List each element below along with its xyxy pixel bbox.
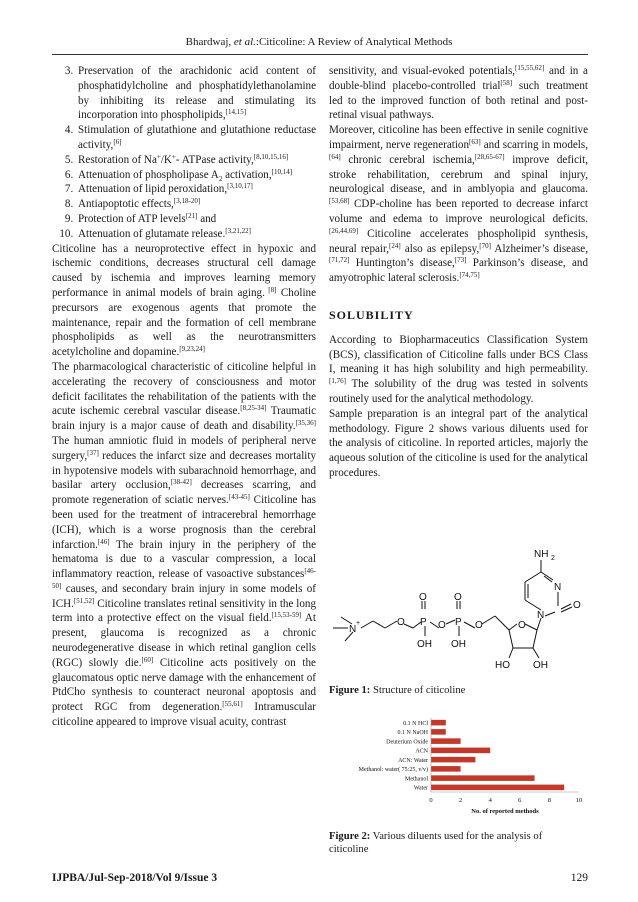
bar <box>431 766 461 772</box>
header-title: :Citicoline: A Review of Analytical Methods <box>255 36 453 48</box>
structure-label: 2 <box>551 555 555 562</box>
paragraph: The pharmacological characteristic of citicoline helpful in accelerating the recovery of consciousness and motor deficit facilitates the rehabilitation of the patients with the acute ischemic cerebral vascular disease.[8,25-34] Traumatic brain injury is a major cause of death and disability.[35,36] The human amniotic fluid in models of peripheral nerve surgery,[37] reduces the infarct size and decreases mortality in hypotensive models with subarachnoid hemorrhage, and basilar artery occlusion,[38-42] decreases scarring, and promote regeneration of sciatic nerves.[43-45] Citicoline has been used for the treatment of intracerebral hemorrhage (ICH), which is a worse prognosis than the cerebral infarction.[46] The brain injury in the periphery of the hematoma is due to a vascular compression, a local inflammatory reaction, release of vasoactive substances[46-50] causes, and secondary brain injury in some models of ICH.[51,52] Citicoline translates retinal sensitivity in the long term into a protective effect on the visual field.[15,53-59] At present, glaucoma is recognized as a chronic neurodegenerative disease in which retinal ganglion cells (RGC) slowly die.[60] Citicoline acts positively on the glaucomatous optic nerve damage with the enhancement of PtdCho synthesis to counteract neuronal apoptosis and protect RGC from degeneration.[55,61] Intramuscular citicoline appeared to improve visual acuity, contrast <box>52 360 317 729</box>
figure-label: Figure 2: <box>329 831 371 842</box>
bar <box>431 729 446 735</box>
citicoline-structure-diagram <box>329 544 588 676</box>
mechanism-list <box>52 64 316 242</box>
list-item: 9. Protection of ATP levels[21] and <box>76 212 316 227</box>
structure-label: O <box>518 620 526 631</box>
paragraph: Moreover, citicoline has been effective in senile cognitive impairment, nerve regeneration[63] and scarring in models,[64] chronic cerebral ischemia,[28,65-67] improve deficit, stroke rehabilitation, cerebrum and spinal injury, neurological disease, and in amblyopia and glaucoma.[53,68] CDP-choline has been reported to decrease infarct volume and edema to improve neurological deficits.[26,44,69] Citicoline accelerates phospholipid synthesis, neural repair,[24] also as epilepsy,[70] Alzheimer’s disease,[71,72] Huntington’s disease,[73] Parkinson’s disease, and amyotrophic lateral sclerosis.[74,75] <box>329 124 589 285</box>
x-tick-label: 6 <box>518 797 522 804</box>
structure-label: P <box>420 617 427 628</box>
bar <box>431 748 490 754</box>
header-authors: Bhardwaj, <box>185 36 234 48</box>
bar <box>431 720 446 726</box>
journal-footer: IJPBA/Jul-Sep-2018/Vol 9/Issue 3 <box>52 872 218 884</box>
structure-label: + <box>356 620 361 627</box>
structure-label: O <box>419 592 427 603</box>
structure-label: O <box>454 592 462 603</box>
header-etal: et al. <box>233 36 256 48</box>
structure-label: O <box>573 600 581 611</box>
figure-caption-text: Structure of citicoline <box>370 685 466 696</box>
structure-label: HO <box>495 660 510 671</box>
category-label: 0.1 N HCl <box>403 720 428 727</box>
category-label: ACN: Water <box>398 757 428 764</box>
list-item: 7. Attenuation of lipid peroxidation,[3,10,17] <box>76 182 316 197</box>
running-header <box>0 36 638 48</box>
structure-label: N <box>537 610 545 621</box>
header-divider <box>52 54 588 55</box>
list-item: 8. Antiapoptotic effects,[3,18-20] <box>76 197 316 212</box>
left-column <box>52 64 316 730</box>
paragraph: Citicoline has a neuroprotective effect in hypoxic and ischemic conditions, decreases structural cell damage caused by ischemia and improves learning memory performance in animal models of brain aging. [8] Choline precursors are exogenous agents that promote the maintenance, repair and the formation of cell membrane phospholipids as well as the neurotransmitters acetylcholine and dopamine.[9,23,24] <box>52 242 316 359</box>
x-tick-label: 4 <box>488 797 492 804</box>
structure-label: OH <box>417 639 432 650</box>
structure-label: P <box>455 617 462 628</box>
paragraph: According to Biopharmaceutics Classification System (BCS), classification of Citicoline falls under BCS Class I, meaning it has high solubility and high permeability.[1,76] The solubility of the drug was tested in solvents routinely used for the analytical methodology. <box>329 333 588 405</box>
structure-label: O <box>397 617 405 628</box>
section-title: SOLUBILITY <box>329 307 414 322</box>
structure-label: N <box>554 582 562 593</box>
x-tick-label: 2 <box>458 797 463 804</box>
bar <box>431 738 461 744</box>
category-label: Methanol: water( 75:25, v/v) <box>358 767 428 774</box>
list-item: 4. Stimulation of glutathione and glutathione reductase activity,[6] <box>76 123 316 153</box>
structure-label: N <box>349 624 357 635</box>
x-tick-label: 8 <box>547 797 552 804</box>
list-item: 3. Preservation of the arachidonic acid content of phosphatidylcholine and phosphatidylethanolamine by inhibiting its release and stimulating its incorporation into phospholipids,[14,15] <box>76 64 316 123</box>
paragraph: Sample preparation is an integral part of the analytical methodology. Figure 2 shows various diluents used for the analysis of citicoline. In reported articles, majorly the aqueous solution of the citicoline is used for the analytical procedures. <box>329 407 588 479</box>
structure-label: OH <box>451 639 466 650</box>
structure-label: O <box>438 620 446 631</box>
figure-caption-text: Various diluents used for the analysis of citicoline <box>329 831 543 855</box>
category-label: Deuterium Oxide <box>386 739 428 746</box>
bar <box>431 775 535 781</box>
structure-label: O <box>475 620 483 631</box>
figure-label: Figure 1: <box>329 685 371 696</box>
structure-label: NH <box>534 549 549 560</box>
x-axis-title: No. of reported methods <box>471 808 539 815</box>
page-number: 129 <box>570 872 588 884</box>
x-tick-label: 10 <box>575 797 583 804</box>
bar <box>431 785 564 791</box>
category-label: 0.1 N NaOH <box>397 730 428 737</box>
x-tick-label: 0 <box>429 797 433 804</box>
diluent-bar-chart <box>329 706 588 822</box>
figure-2-caption <box>329 830 574 856</box>
category-label: ACN <box>415 748 428 755</box>
figure-1-caption <box>329 684 588 697</box>
category-label: Methanol <box>405 776 428 783</box>
list-item: 5. Restoration of Na+/K+- ATPase activity,[8,10,15,16] <box>76 153 316 168</box>
right-column <box>329 64 588 481</box>
paragraph: sensitivity, and visual-evoked potentials,[15,55,62] and in a double-blind placebo-controlled trial[58] such treatment led to the improved function of both retinal and post-retinal visual pathways. <box>329 64 588 122</box>
category-label: Water <box>413 785 428 792</box>
list-item: 6. Attenuation of phospholipase $A_2$ activation,[10,14] <box>76 168 316 183</box>
list-item: 10. Attenuation of glutamate release.[3,21,22] <box>76 227 316 242</box>
bar <box>431 757 475 763</box>
structure-label: OH <box>533 660 548 671</box>
